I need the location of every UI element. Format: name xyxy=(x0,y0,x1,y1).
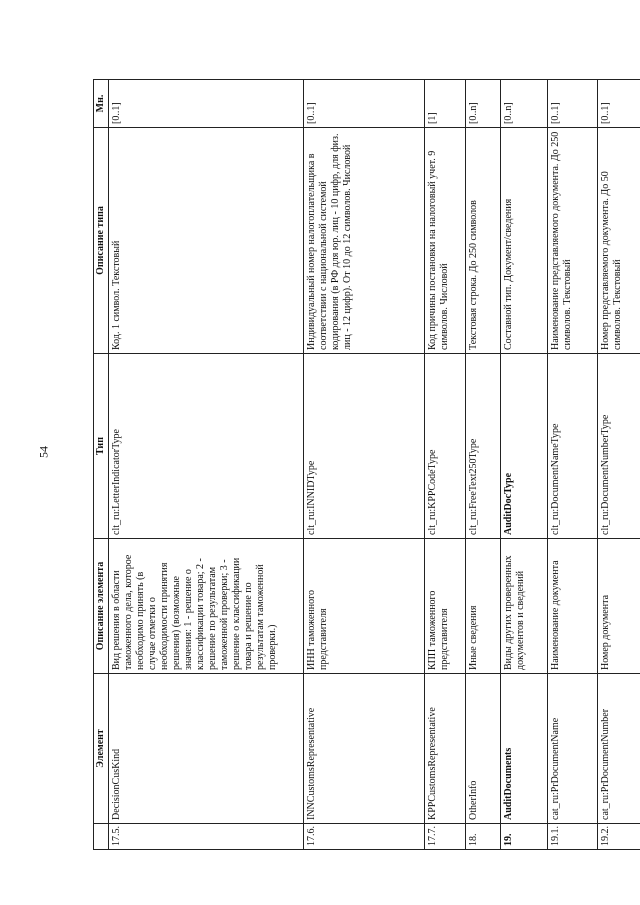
row-type: clt_ru:FreeText250Type xyxy=(466,354,501,539)
row-description: Номер документа xyxy=(598,539,640,674)
row-num: 17.6. xyxy=(304,824,425,850)
row-element: DecisionCusKind xyxy=(109,674,304,824)
row-type-description: Составной тип. Документ/сведения xyxy=(501,128,548,354)
row-description: Вид решения в области таможенного дела, которое необходимо принять (в случае отметки о необходимости принятия решения) (возможные значения: 1 - решение о классификации товара; 2 - решение по результатам таможенной проверки; 3 - решение о классификации товара и решение по результатам таможенной проверки.) xyxy=(109,539,304,674)
row-type: clt_ru:DocumentNumberType xyxy=(598,354,640,539)
row-num: 17.5. xyxy=(109,824,304,850)
page-number: 54 xyxy=(36,446,51,458)
row-num: 17.7. xyxy=(425,824,466,850)
row-type-description: Текстовая строка. До 250 символов xyxy=(466,128,501,354)
row-type-description: Код. 1 символ. Текстовый xyxy=(109,128,304,354)
header-num xyxy=(94,824,109,850)
row-mn: [0..n] xyxy=(466,80,501,128)
row-mn: [0..1] xyxy=(304,80,425,128)
row-type-description: Наименование представляемого документа. До 250 символов. Текстовый xyxy=(548,128,598,354)
table-row xyxy=(598,80,640,850)
row-type: clt_ru:INNIDType xyxy=(304,354,425,539)
header-description: Описание элемента xyxy=(94,539,109,674)
row-description: КПП таможенного представителя xyxy=(425,539,466,674)
row-mn: [0..n] xyxy=(501,80,548,128)
row-num: 19.2. xyxy=(598,824,640,850)
header-element: Элемент xyxy=(94,674,109,824)
row-type-description: Индивидуальный номер налогоплательщика в соответствии с национальной системой кодирования (в РФ для юр. лиц - 10 цифр, для физ. лиц - 12 цифр). От 10 до 12 символов. Числовой xyxy=(304,128,425,354)
row-mn: [1] xyxy=(425,80,466,128)
table-row xyxy=(548,80,598,850)
row-mn: [0..1] xyxy=(548,80,598,128)
row-element: KPPCustomsRepresentative xyxy=(425,674,466,824)
row-num: 18. xyxy=(466,824,501,850)
row-element: cat_ru:PrDocumentNumber xyxy=(598,674,640,824)
table-row xyxy=(425,80,466,850)
row-description: Наименование документа xyxy=(548,539,598,674)
table-row xyxy=(466,80,501,850)
table-row xyxy=(304,80,425,850)
row-type-description: Номер представляемого документа. До 50 символов. Текстовый xyxy=(598,128,640,354)
row-num: 19. xyxy=(501,824,548,850)
row-element: INNCustomsRepresentative xyxy=(304,674,425,824)
header-mn: Мн. xyxy=(94,80,109,128)
row-type: clt_ru:LetterIndicatorType xyxy=(109,354,304,539)
table-header-row xyxy=(94,80,109,850)
rotated-table-container xyxy=(93,80,623,850)
row-type-description: Код причины постановки на налоговый учет. 9 символов. Числовой xyxy=(425,128,466,354)
row-description: ИНН таможенного представителя xyxy=(304,539,425,674)
row-num: 19.1. xyxy=(548,824,598,850)
row-element: OtherInfo xyxy=(466,674,501,824)
table-row xyxy=(501,80,548,850)
row-element: cat_ru:PrDocumentName xyxy=(548,674,598,824)
row-description: Иные сведения xyxy=(466,539,501,674)
row-type: clt_ru:KPPCodeType xyxy=(425,354,466,539)
header-type-description: Описание типа xyxy=(94,128,109,354)
row-description: Виды других проверенных документов и сведений xyxy=(501,539,548,674)
row-mn: [0..1] xyxy=(598,80,640,128)
row-element: AuditDocuments xyxy=(501,674,548,824)
row-type: AuditDocType xyxy=(501,354,548,539)
elements-table xyxy=(93,79,640,850)
row-mn: [0..1] xyxy=(109,80,304,128)
header-type: Тип xyxy=(94,354,109,539)
table-row xyxy=(109,80,304,850)
row-type: clt_ru:DocumentNameType xyxy=(548,354,598,539)
